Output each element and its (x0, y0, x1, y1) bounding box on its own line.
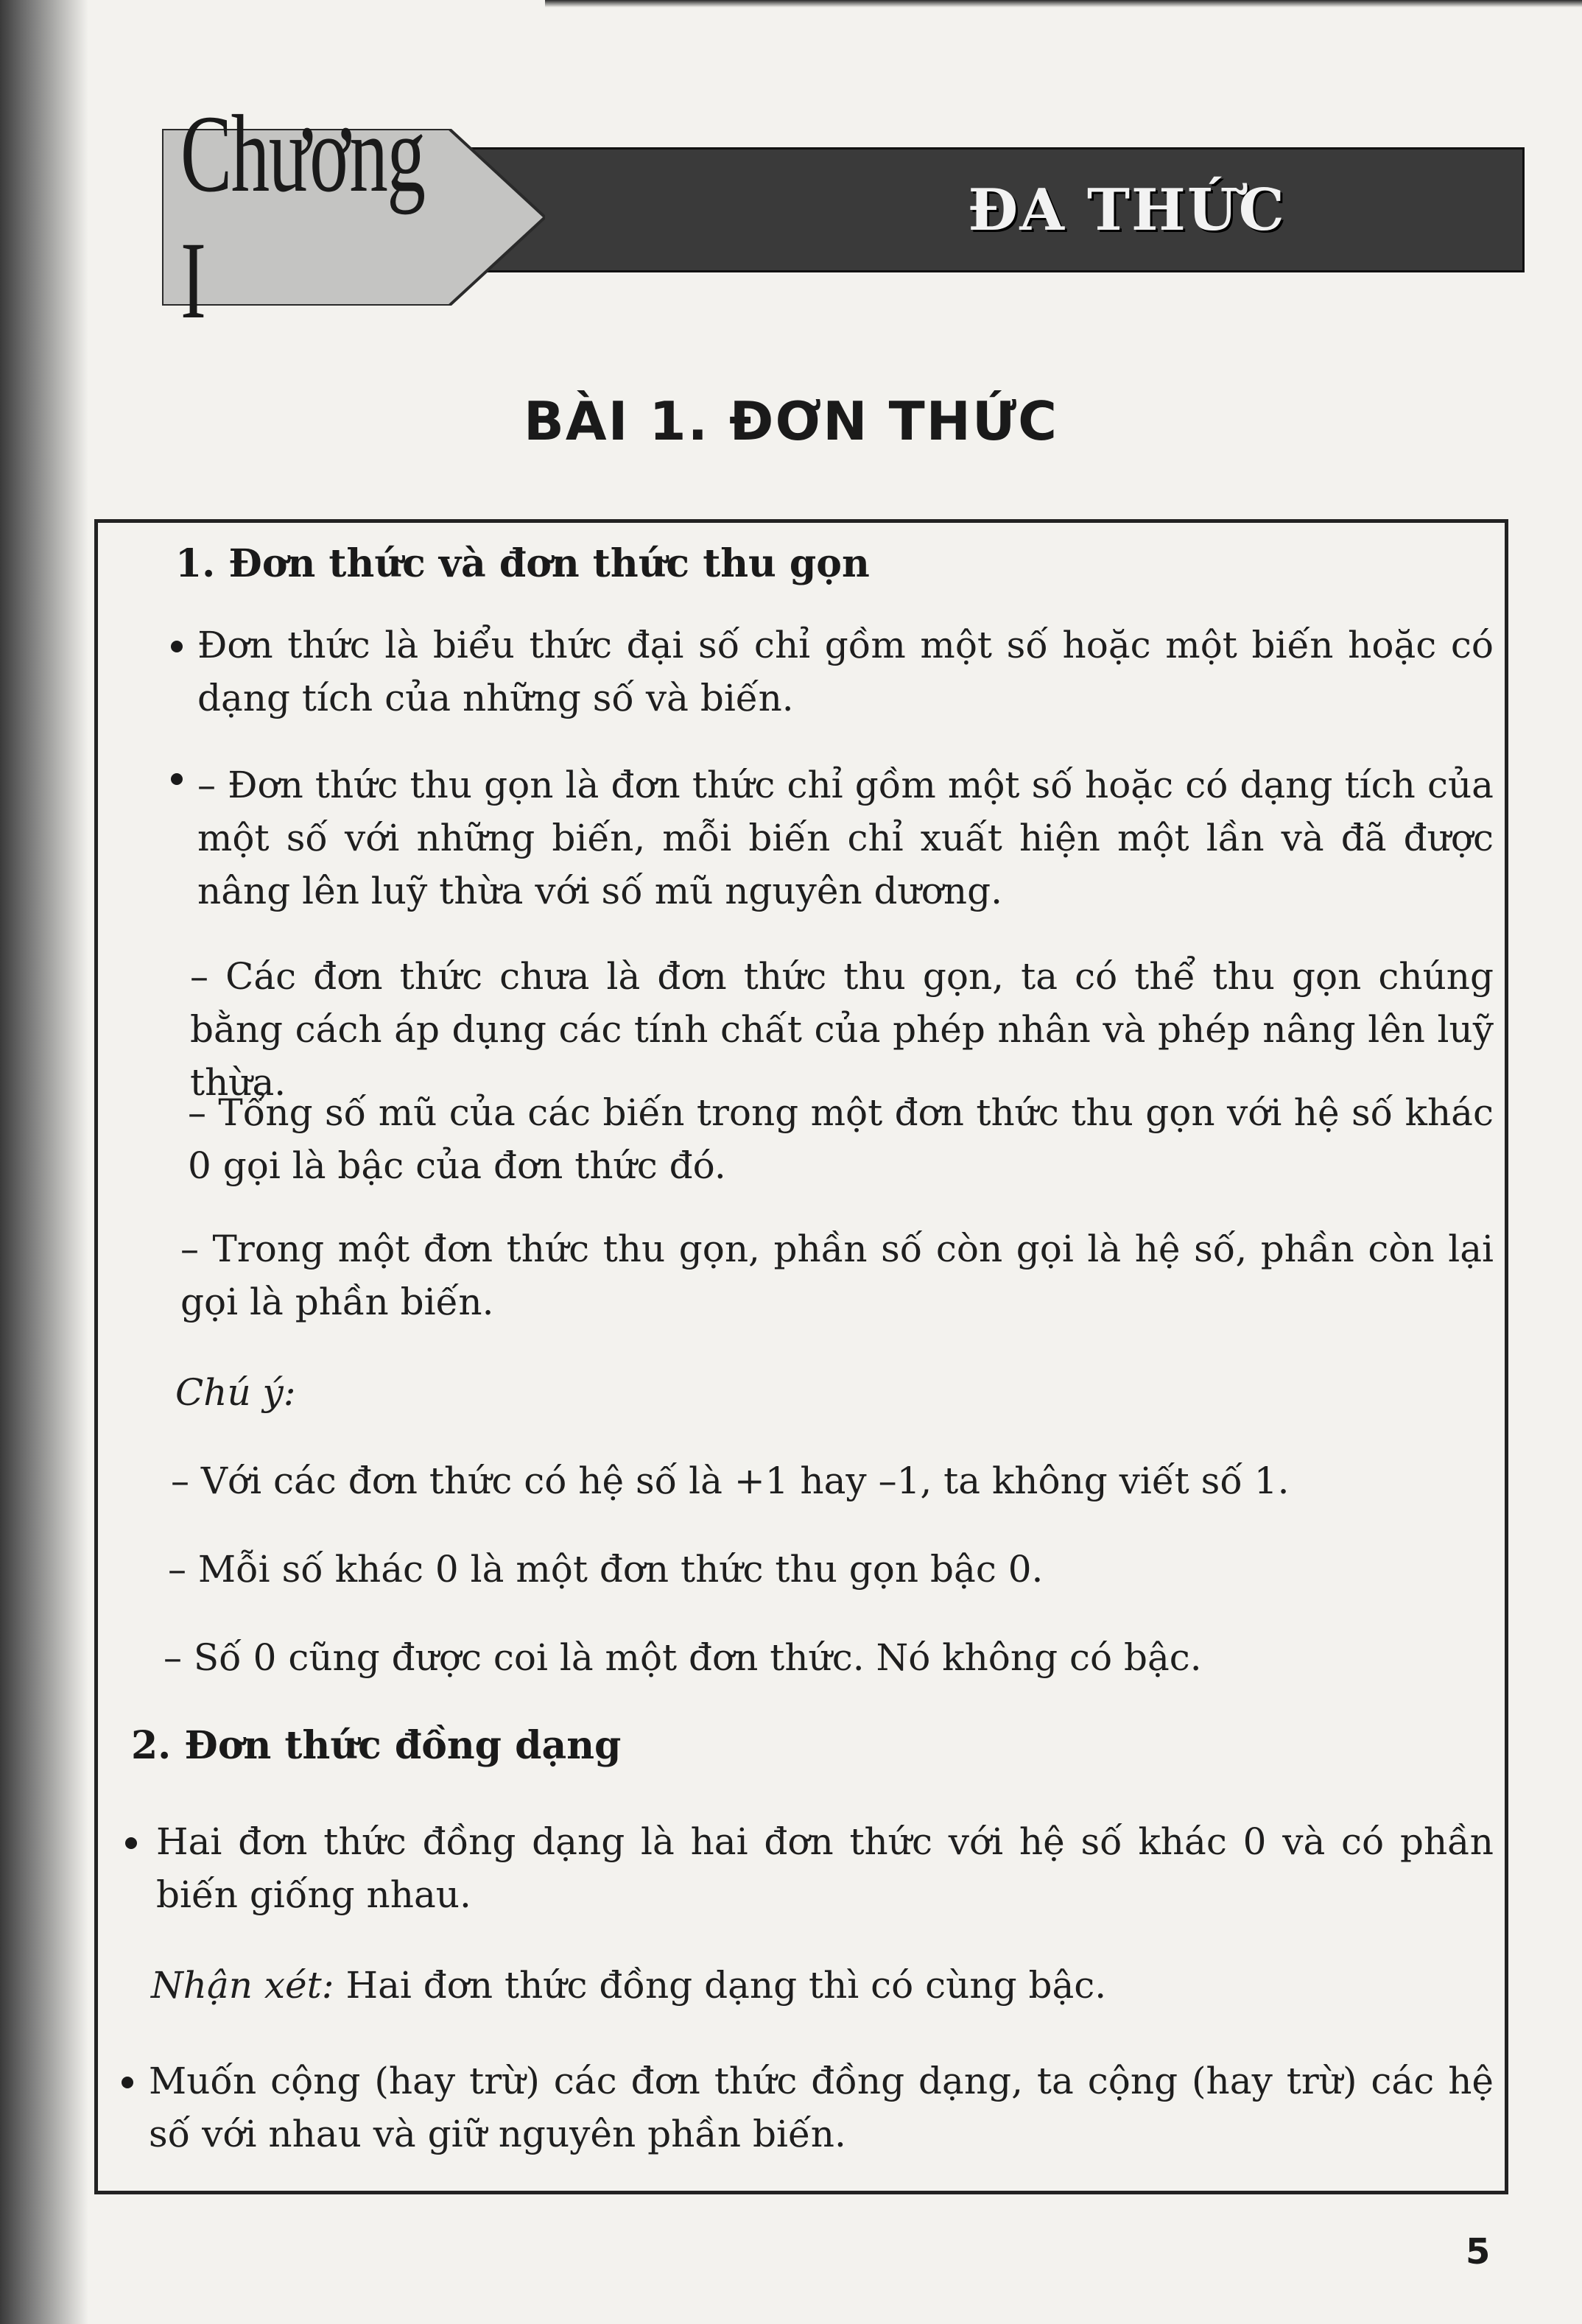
section1-heading: 1. Đơn thức và đơn thức thu gọn (175, 541, 870, 586)
bullet-dot (171, 773, 183, 785)
section1-bullet2-item2: – Các đơn thức chưa là đơn thức thu gọn, ta có thể thu gọn chúng bằng cách áp dụng các tính chất của phép nhân và phép nâng lên luỹ thừa. (190, 955, 1494, 1104)
page-top-edge (545, 0, 1582, 7)
remark-text: Hai đơn thức đồng dạng thì có cùng bậc. (334, 1964, 1107, 2007)
section2-heading: 2. Đơn thức đồng dạng (131, 1723, 622, 1768)
bullet-dot (122, 2077, 133, 2088)
lesson-title: BÀI 1. ĐƠN THỨC (524, 390, 1058, 452)
page-number: 5 (1466, 2231, 1491, 2272)
bullet-dot (171, 641, 183, 652)
bullet-dot (125, 1837, 137, 1849)
section1-bullet2-item1: – Đơn thức thu gọn là đơn thức chỉ gồm một số hoặc có dạng tích của một số với những biến, mỗi biến chỉ xuất hiện một lần và đã được nâng lên luỹ thừa với số mũ nguyên dương. (197, 764, 1494, 912)
note-1: – Với các đơn thức có hệ số là +1 hay –1, ta không viết số 1. (171, 1459, 1290, 1502)
section1-bullet1: Đơn thức là biểu thức đại số chỉ gồm một số hoặc một biến hoặc có dạng tích của những số và biến. (197, 624, 1494, 719)
note-label: Chú ý: (175, 1371, 296, 1414)
section2-remark (151, 1959, 1106, 2012)
section1-bullet2-item3: – Tổng số mũ của các biến trong một đơn thức thu gọn với hệ số khác 0 gọi là bậc của đơn thức đó. (188, 1091, 1494, 1187)
note-3: – Số 0 cũng được coi là một đơn thức. Nó không có bậc. (164, 1636, 1202, 1679)
section1-bullet2-item4: – Trong một đơn thức thu gọn, phần số còn gọi là hệ số, phần còn lại gọi là phần biến. (180, 1228, 1494, 1323)
chapter-label: Chương I (180, 93, 425, 342)
book-spine-shadow (0, 0, 88, 2324)
chapter-title: ĐA THỨC (968, 176, 1286, 244)
note-2: – Mỗi số khác 0 là một đơn thức thu gọn bậc 0. (168, 1548, 1044, 1591)
section2-bullet2: Muốn cộng (hay trừ) các đơn thức đồng dạng, ta cộng (hay trừ) các hệ số với nhau và giữ nguyên phần biến. (149, 2060, 1494, 2155)
remark-label: Nhận xét: (151, 1964, 334, 2007)
section2-bullet1: Hai đơn thức đồng dạng là hai đơn thức với hệ số khác 0 và có phần biến giống nhau. (156, 1820, 1494, 1916)
